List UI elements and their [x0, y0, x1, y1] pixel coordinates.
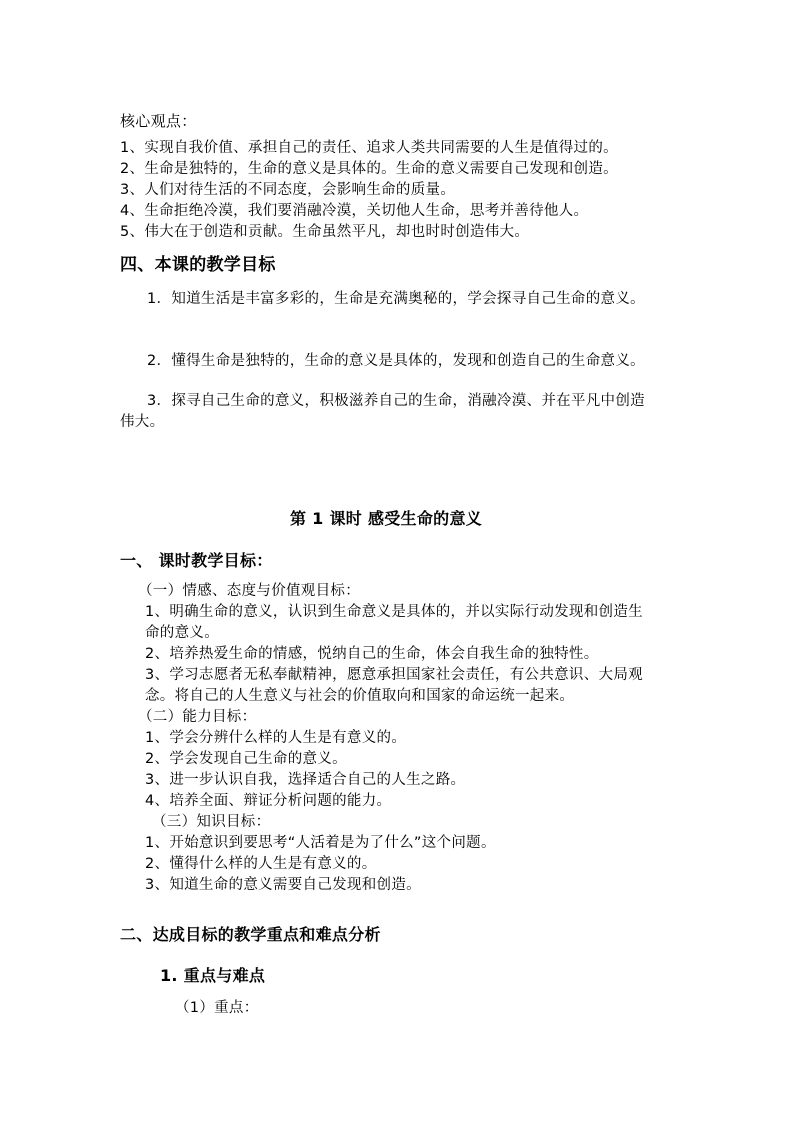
core-item-5: 5、伟大在于创造和贡献。生命虽然平凡，却也时时创造伟大。 — [120, 224, 530, 240]
section-4-heading: 四、本课的教学目标 — [120, 255, 276, 275]
emotion-1-line-1: 1、明确生命的意义，认识到生命意义是具体的，并以实际行动发现和创造生 — [145, 604, 643, 620]
emotion-2: 2、培养热爱生命的情感，悦纳自己的生命，体会自我生命的独特性。 — [145, 646, 599, 662]
section-2-heading: 二、达成目标的教学重点和难点分析 — [120, 925, 381, 944]
key-point-label: （1）重点： — [175, 1000, 259, 1016]
subsection-ability: （二）能力目标： — [138, 709, 257, 725]
goal-2: 2．懂得生命是独特的，生命的意义是具体的，发现和创造自己的生命意义。 — [147, 353, 645, 369]
emotion-1-line-2: 命的意义。 — [145, 625, 219, 641]
goal-3-line-1: 3．探寻自己生命的意义，积极滋养自己的生命，消融冷漠、并在平凡中创造 — [147, 393, 645, 409]
core-item-4: 4、生命拒绝冷漠，我们要消融冷漠，关切他人生命，思考并善待他人。 — [120, 203, 589, 219]
core-item-3: 3、人们对待生活的不同态度，会影响生命的质量。 — [120, 182, 456, 198]
knowledge-3: 3、知道生命的意义需要自己发现和创造。 — [145, 877, 421, 893]
knowledge-2: 2、懂得什么样的人生是有意义的。 — [145, 856, 377, 872]
emotion-3-line-2: 念。将自己的人生意义与社会的价值取向和国家的命运统一起来。 — [145, 688, 575, 704]
knowledge-1: 1、开始意识到要思考“人活着是为了什么”这个问题。 — [145, 835, 496, 851]
core-heading: 核心观点： — [120, 112, 197, 130]
lesson-title: 第 1 课时 感受生命的意义 — [290, 509, 483, 528]
core-item-1: 1、实现自我价值、承担自己的责任、追求人类共同需要的人生是值得过的。 — [120, 140, 618, 156]
subsection-emotion: （一）情感、态度与价值观目标： — [138, 583, 360, 599]
goal-3-line-2: 伟大。 — [120, 414, 165, 430]
goal-1: 1．知道生活是丰富多彩的，生命是充满奥秘的，学会探寻自己生命的意义。 — [147, 291, 645, 307]
ability-3: 3、进一步认识自我，选择适合自己的人生之路。 — [145, 772, 466, 788]
ability-1: 1、学会分辨什么样的人生是有意义的。 — [145, 730, 407, 746]
emotion-3-line-1: 3、学习志愿者无私奉献精神，愿意承担国家社会责任，有公共意识、大局观 — [145, 667, 643, 683]
core-item-2: 2、生命是独特的，生命的意义是具体的。生命的意义需要自己发现和创造。 — [120, 161, 618, 177]
section-1-heading: 一、 课时教学目标： — [120, 551, 273, 570]
subsection-knowledge: （三）知识目标： — [152, 814, 271, 830]
ability-2: 2、学会发现自己生命的意义。 — [145, 751, 347, 767]
key-points-heading: 1. 重点与难点 — [160, 966, 266, 985]
ability-4: 4、培养全面、辩证分析问题的能力。 — [145, 793, 392, 809]
